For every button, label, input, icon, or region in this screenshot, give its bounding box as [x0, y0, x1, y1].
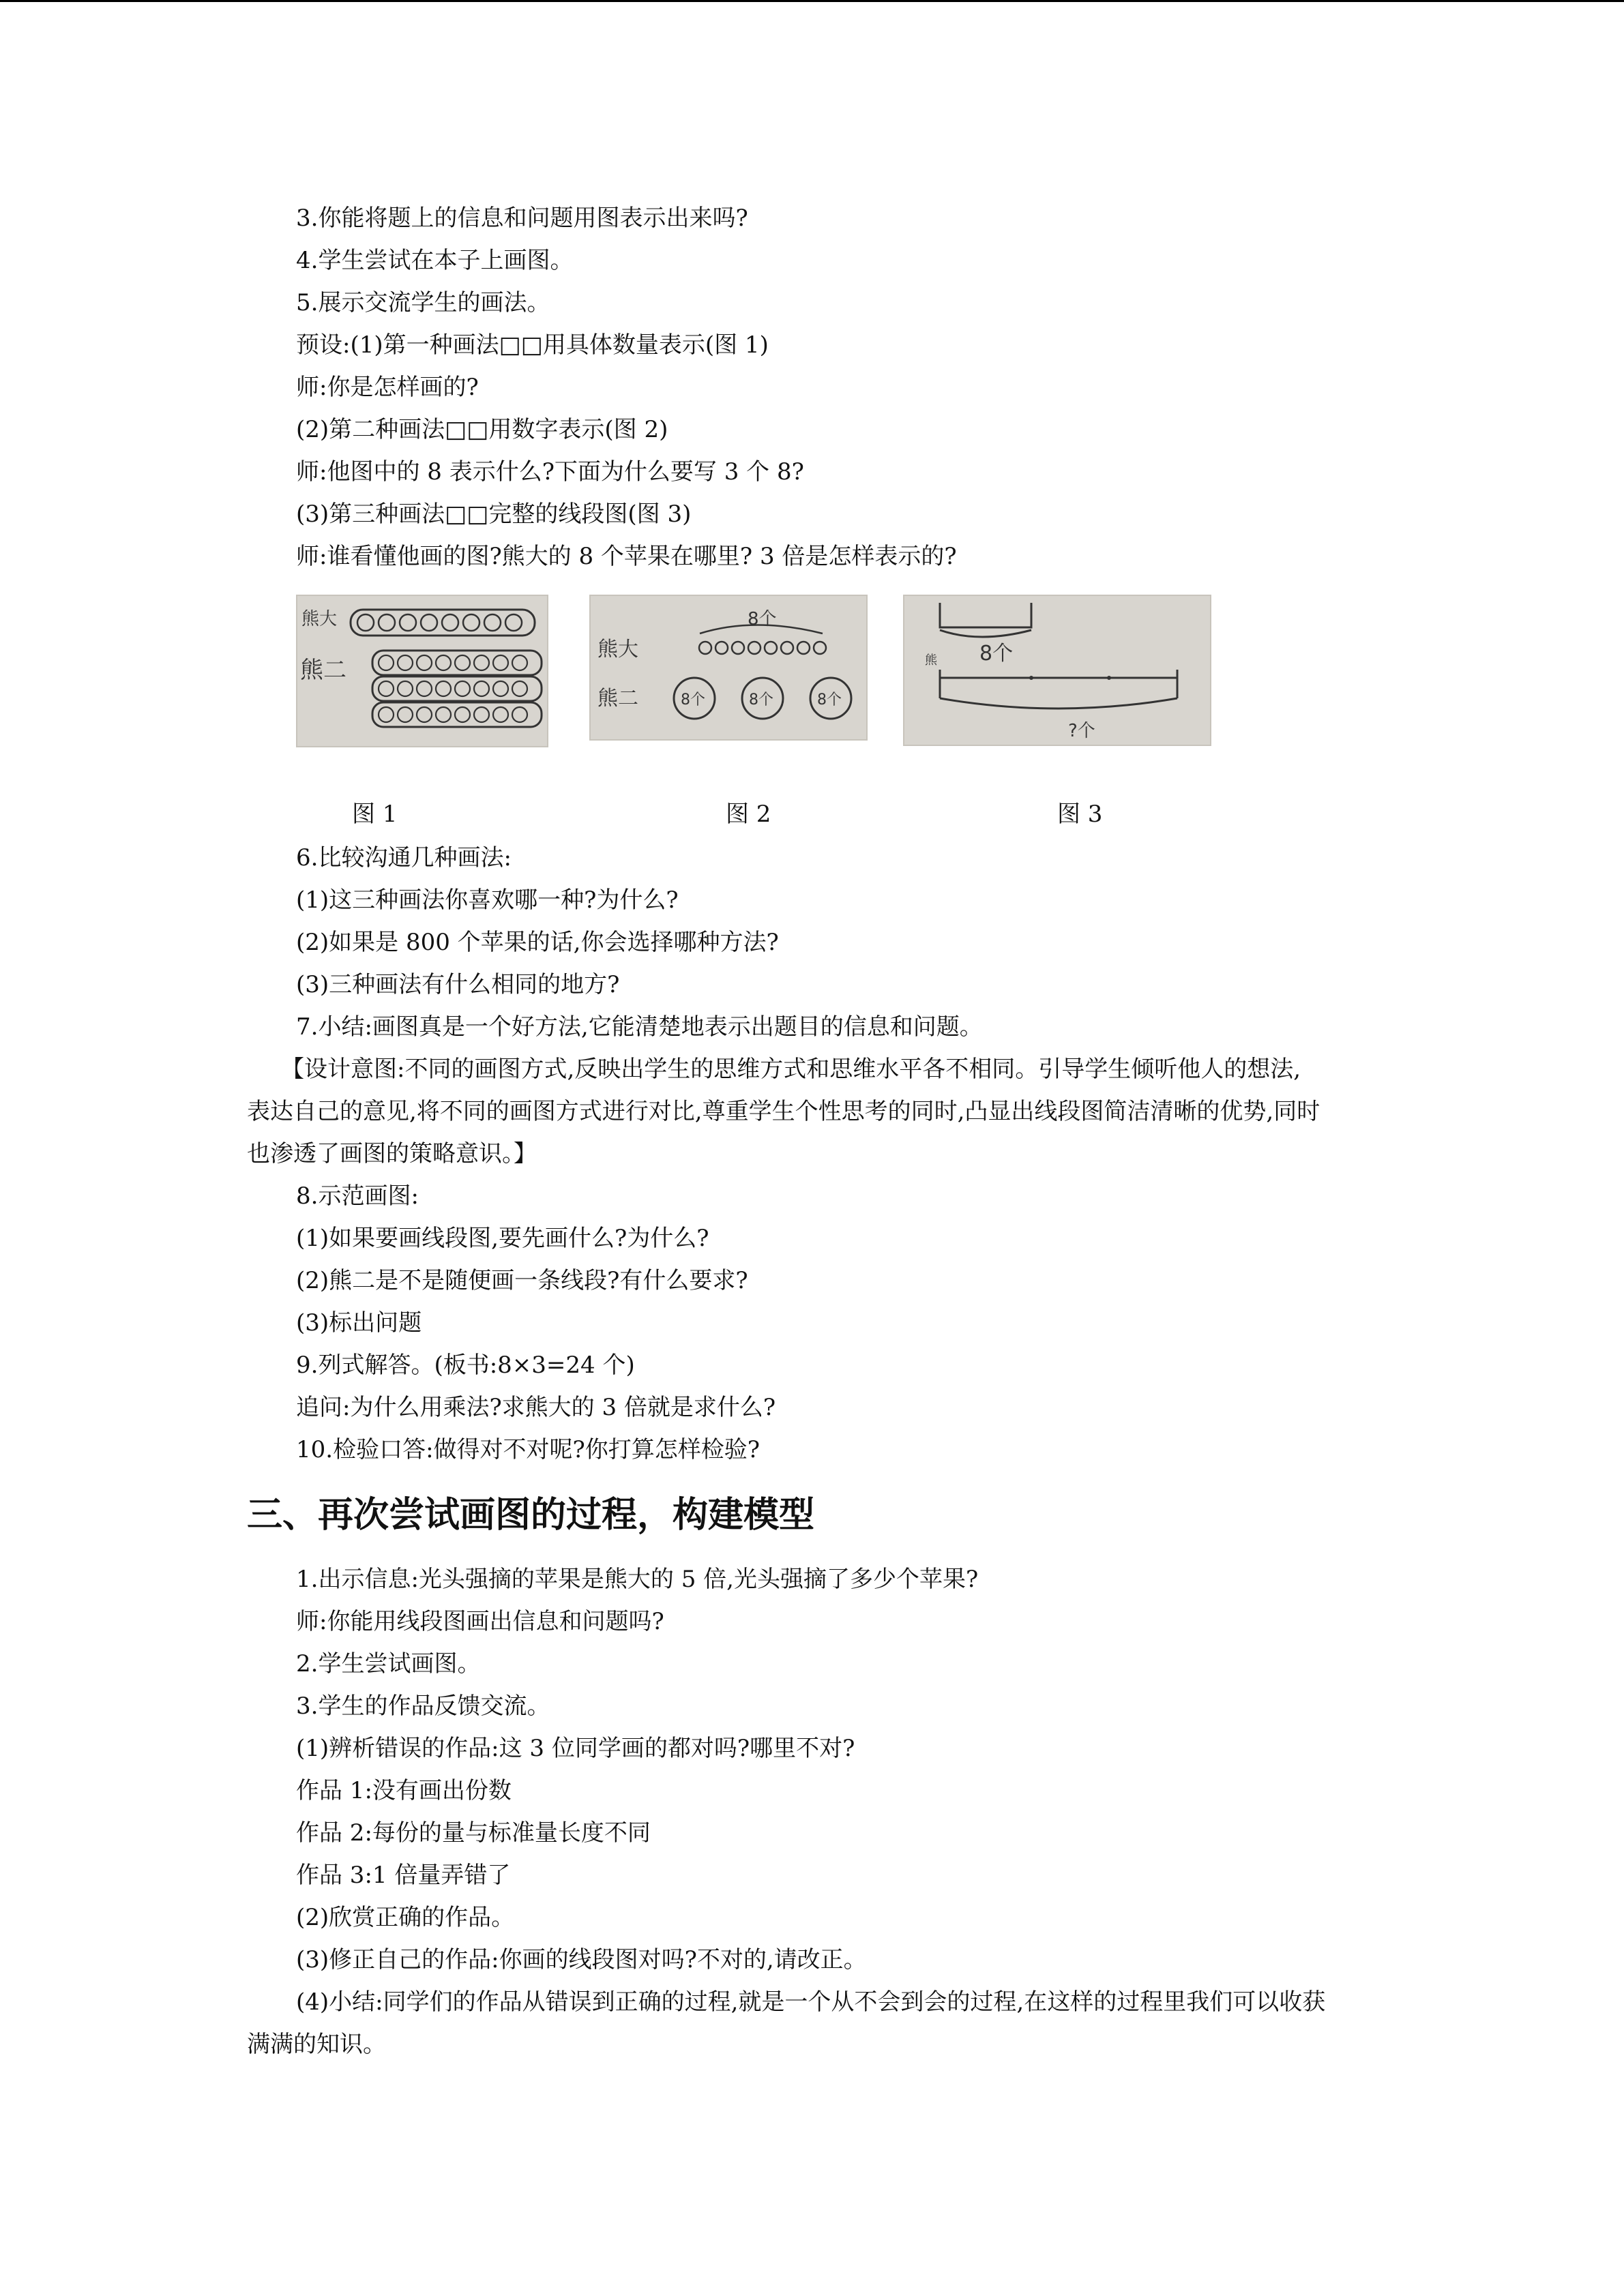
- figure-2-group: 8个: [681, 691, 705, 709]
- text-line: (3)修正自己的作品:你画的线段图对吗?不对的,请改正。: [296, 1946, 867, 1973]
- text-line: 师:他图中的 8 表示什么?下面为什么要写 3 个 8?: [296, 458, 804, 486]
- text-line: 1.出示信息:光头强摘的苹果是熊大的 5 倍,光头强摘了多少个苹果?: [296, 1566, 979, 1593]
- text-line: 10.检验口答:做得对不对呢?你打算怎样检验?: [296, 1436, 760, 1463]
- design-note-line: 也渗透了画图的策略意识。】: [247, 1140, 537, 1167]
- text-line: 7.小结:画图真是一个好方法,它能清楚地表示出题目的信息和问题。: [296, 1013, 983, 1041]
- text-line: (2)熊二是不是随便画一条线段?有什么要求?: [296, 1267, 748, 1294]
- text-line: (1)如果要画线段图,要先画什么?为什么?: [296, 1225, 709, 1252]
- figure-1-label-bottom: 熊二: [300, 657, 346, 684]
- text-line: 9.列式解答。(板书:8×3=24 个): [296, 1352, 635, 1379]
- text-line: 师:你是怎样画的?: [296, 374, 479, 401]
- text-line: 3.学生的作品反馈交流。: [296, 1693, 550, 1720]
- summary-line: 满满的知识。: [247, 2031, 386, 2058]
- figure-3-label-top: 8个: [979, 642, 1014, 666]
- text-line: 师:谁看懂他画的图?熊大的 8 个苹果在哪里? 3 倍是怎样表示的?: [296, 543, 957, 570]
- figure-3-label-side: 熊: [925, 653, 937, 668]
- figure-1-caption: 图 1: [352, 801, 398, 828]
- text-line: 追问:为什么用乘法?求熊大的 3 倍就是求什么?: [296, 1394, 776, 1421]
- figure-3-drawing: [904, 596, 1210, 745]
- figure-1-label-top: 熊大: [301, 609, 338, 629]
- design-note-line: 表达自己的意见,将不同的画图方式进行对比,尊重学生个性思考的同时,凸显出线段图简洁清晰的优势,同时: [247, 1098, 1320, 1125]
- text-line: (3)标出问题: [296, 1309, 422, 1337]
- text-line: (3)三种画法有什么相同的地方?: [296, 971, 620, 998]
- figure-1-photo: [296, 595, 548, 747]
- summary-line: (4)小结:同学们的作品从错误到正确的过程,就是一个从不会到会的过程,在这样的过程里我们可以收获: [296, 1988, 1326, 2016]
- text-line: 作品 2:每份的量与标准量长度不同: [296, 1819, 651, 1847]
- text-line: (2)如果是 800 个苹果的话,你会选择哪种方法?: [296, 929, 779, 956]
- text-line: (2)第二种画法□□用数字表示(图 2): [296, 416, 668, 443]
- text-line: 5.展示交流学生的画法。: [296, 289, 550, 316]
- figure-2-group: 8个: [817, 691, 842, 709]
- text-line: 作品 1:没有画出份数: [296, 1777, 512, 1804]
- figure-3-photo: [903, 595, 1211, 746]
- design-note-line: 【设计意图:不同的画图方式,反映出学生的思维方式和思维水平各不相同。引导学生倾听他人的想法,: [281, 1056, 1301, 1083]
- figure-2-label-top: 熊大: [597, 638, 638, 661]
- text-line: (1)辨析错误的作品:这 3 位同学画的都对吗?哪里不对?: [296, 1735, 855, 1762]
- figure-1-drawing: [297, 596, 547, 746]
- text-line: 8.示范画图:: [296, 1182, 419, 1210]
- figure-2-label-bottom: 熊二: [597, 687, 638, 711]
- figure-2-drawing: [591, 596, 866, 739]
- figure-2-group: 8个: [749, 691, 773, 709]
- text-line: 2.学生尝试画图。: [296, 1650, 481, 1678]
- text-line: (3)第三种画法□□完整的线段图(图 3): [296, 501, 692, 528]
- text-line: 4.学生尝试在本子上画图。: [296, 247, 574, 274]
- page-top-border: [0, 0, 1624, 2]
- text-line: 预设:(1)第一种画法□□用具体数量表示(图 1): [296, 331, 769, 359]
- figure-2-photo: [589, 595, 868, 741]
- text-line: 3.你能将题上的信息和问题用图表示出来吗?: [296, 205, 748, 232]
- text-line: (1)这三种画法你喜欢哪一种?为什么?: [296, 886, 679, 914]
- figure-2-caption: 图 2: [726, 801, 771, 828]
- text-line: 作品 3:1 倍量弄错了: [296, 1862, 511, 1889]
- figure-3-caption: 图 3: [1057, 801, 1103, 828]
- text-line: (2)欣赏正确的作品。: [296, 1904, 515, 1931]
- figure-3-label-bottom: ?个: [1068, 721, 1095, 741]
- text-line: 6.比较沟通几种画法:: [296, 844, 512, 871]
- text-line: 师:你能用线段图画出信息和问题吗?: [296, 1608, 664, 1635]
- section-heading: 三、再次尝试画图的过程，构建模型: [247, 1495, 815, 1536]
- figure-2-top-count: 8个: [748, 609, 777, 629]
